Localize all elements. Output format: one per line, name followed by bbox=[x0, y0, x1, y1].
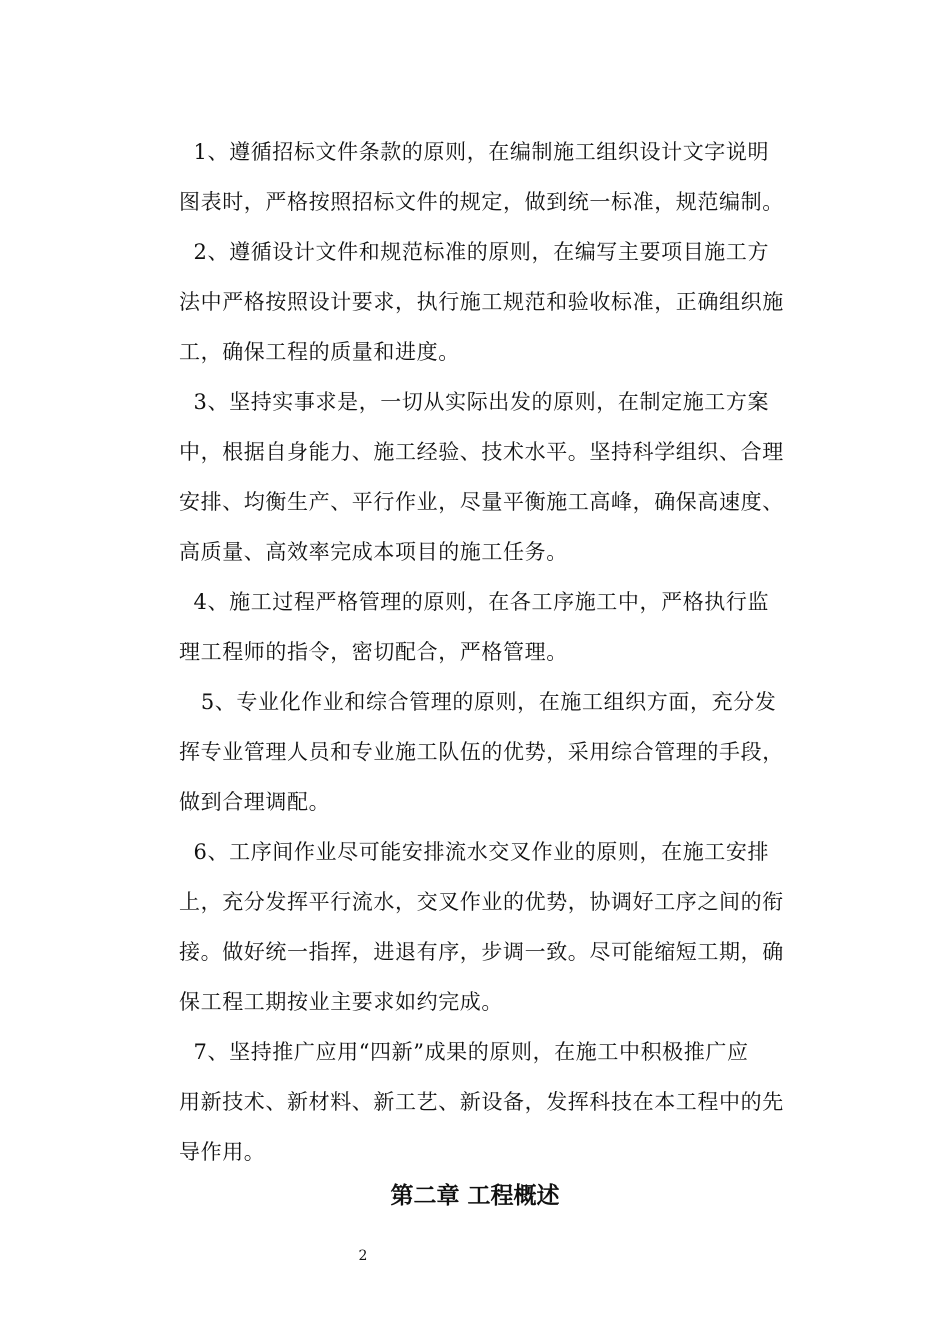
body-text-line: 用新技术、新材料、新工艺、新设备，发挥科技在本工程中的先 bbox=[179, 1090, 784, 1114]
body-text-line: 导作用。 bbox=[179, 1140, 266, 1164]
page-number: 2 bbox=[358, 1248, 368, 1264]
body-text-line: 高质量、高效率完成本项目的施工任务。 bbox=[179, 540, 568, 564]
body-text-line: 工，确保工程的质量和进度。 bbox=[179, 340, 460, 364]
body-text-line: 接。做好统一指挥，进退有序，步调一致。尽可能缩短工期，确 bbox=[179, 940, 784, 964]
body-text-line: 1、遵循招标文件条款的原则，在编制施工组织设计文字说明 bbox=[179, 140, 770, 164]
body-text-line: 中，根据自身能力、施工经验、技术水平。坚持科学组织、合理 bbox=[179, 440, 784, 464]
body-text-line: 2、遵循设计文件和规范标准的原则，在编写主要项目施工方 bbox=[179, 240, 770, 264]
body-text-line: 理工程师的指令，密切配合，严格管理。 bbox=[179, 640, 568, 664]
body-text-line: 法中严格按照设计要求，执行施工规范和验收标准，正确组织施 bbox=[179, 290, 784, 314]
body-text-line: 挥专业管理人员和专业施工队伍的优势，采用综合管理的手段， bbox=[179, 740, 784, 764]
body-text-line: 上，充分发挥平行流水，交叉作业的优势，协调好工序之间的衔 bbox=[179, 890, 784, 914]
body-text-line: 图表时，严格按照招标文件的规定，做到统一标准，规范编制。 bbox=[179, 190, 784, 214]
body-text-line: 3、坚持实事求是，一切从实际出发的原则，在制定施工方案 bbox=[179, 390, 770, 414]
body-text-line: 安排、均衡生产、平行作业，尽量平衡施工高峰，确保高速度、 bbox=[179, 490, 784, 514]
body-text-line: 做到合理调配。 bbox=[179, 790, 331, 814]
body-text-line: 4、施工过程严格管理的原则，在各工序施工中，严格执行监 bbox=[179, 590, 770, 614]
body-text-line: 5、专业化作业和综合管理的原则，在施工组织方面，充分发 bbox=[179, 690, 777, 714]
body-text-line: 6、工序间作业尽可能安排流水交叉作业的原则，在施工安排 bbox=[179, 840, 770, 864]
chapter-heading: 第二章 工程概述 bbox=[390, 1183, 560, 1209]
body-text-line: 7、坚持推广应用“四新”成果的原则，在施工中积极推广应 bbox=[179, 1040, 749, 1064]
body-text-line: 保工程工期按业主要求如约完成。 bbox=[179, 990, 503, 1014]
